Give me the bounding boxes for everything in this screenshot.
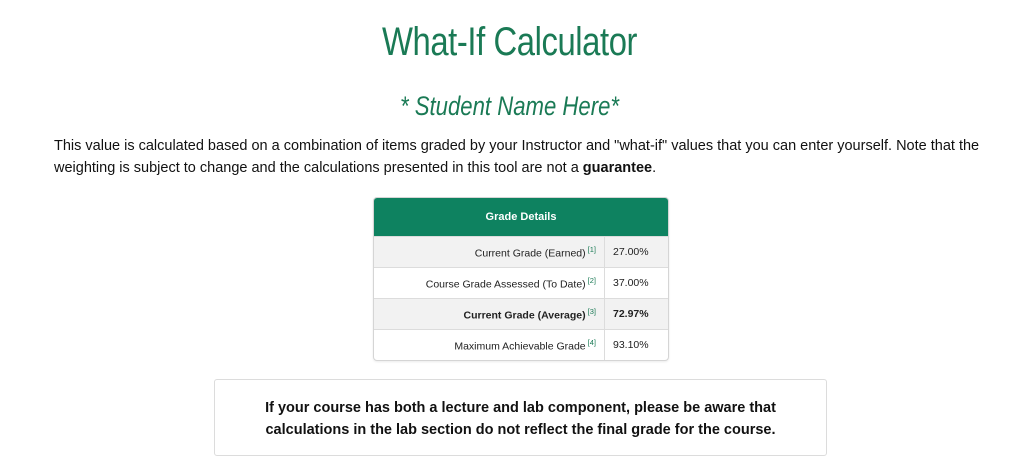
student-name: * Student Name Here*	[399, 91, 620, 121]
lab-notice	[214, 379, 827, 456]
row-label	[374, 299, 605, 330]
table-row	[374, 268, 668, 299]
row-label-text: Current Grade (Average)	[463, 309, 586, 322]
intro-end: .	[652, 160, 657, 176]
row-label	[374, 330, 605, 361]
row-label-text: Current Grade (Earned)	[474, 247, 586, 260]
footnote-ref[interactable]: [2]	[587, 275, 596, 285]
row-label	[374, 268, 605, 299]
grade-details-card	[373, 197, 669, 361]
footnote-ref[interactable]: [3]	[587, 306, 596, 316]
notice-line-2: calculations in the lab section do not reflect the final grade for the course.	[265, 422, 776, 438]
row-label-text: Maximum Achievable Grade	[454, 340, 586, 353]
grade-details-header: Grade Details	[374, 198, 668, 236]
table-row	[374, 330, 668, 361]
row-value: 37.00%	[605, 268, 669, 299]
row-value: 93.10%	[605, 330, 669, 361]
row-label-text: Course Grade Assessed (To Date)	[425, 278, 586, 291]
intro-paragraph	[54, 135, 994, 179]
page-title: What-If Calculator	[381, 20, 638, 64]
row-value: 72.97%	[605, 299, 669, 330]
footnote-ref[interactable]: [1]	[587, 244, 596, 254]
row-label	[374, 237, 605, 268]
intro-emphasis: guarantee	[582, 160, 653, 176]
table-row	[374, 299, 668, 330]
table-row	[374, 237, 668, 268]
footnote-ref[interactable]: [4]	[587, 337, 596, 347]
intro-text: This value is calculated based on a combination of items graded by your Instructor and "what-if" values that you can enter yourself. Note that the weighting is subject to change and the calculations presented in this tool are not a	[54, 138, 980, 176]
grade-details-table	[374, 236, 668, 360]
notice-line-1: If your course has both a lecture and lab component, please be aware that	[265, 400, 776, 416]
row-value: 27.00%	[605, 237, 669, 268]
